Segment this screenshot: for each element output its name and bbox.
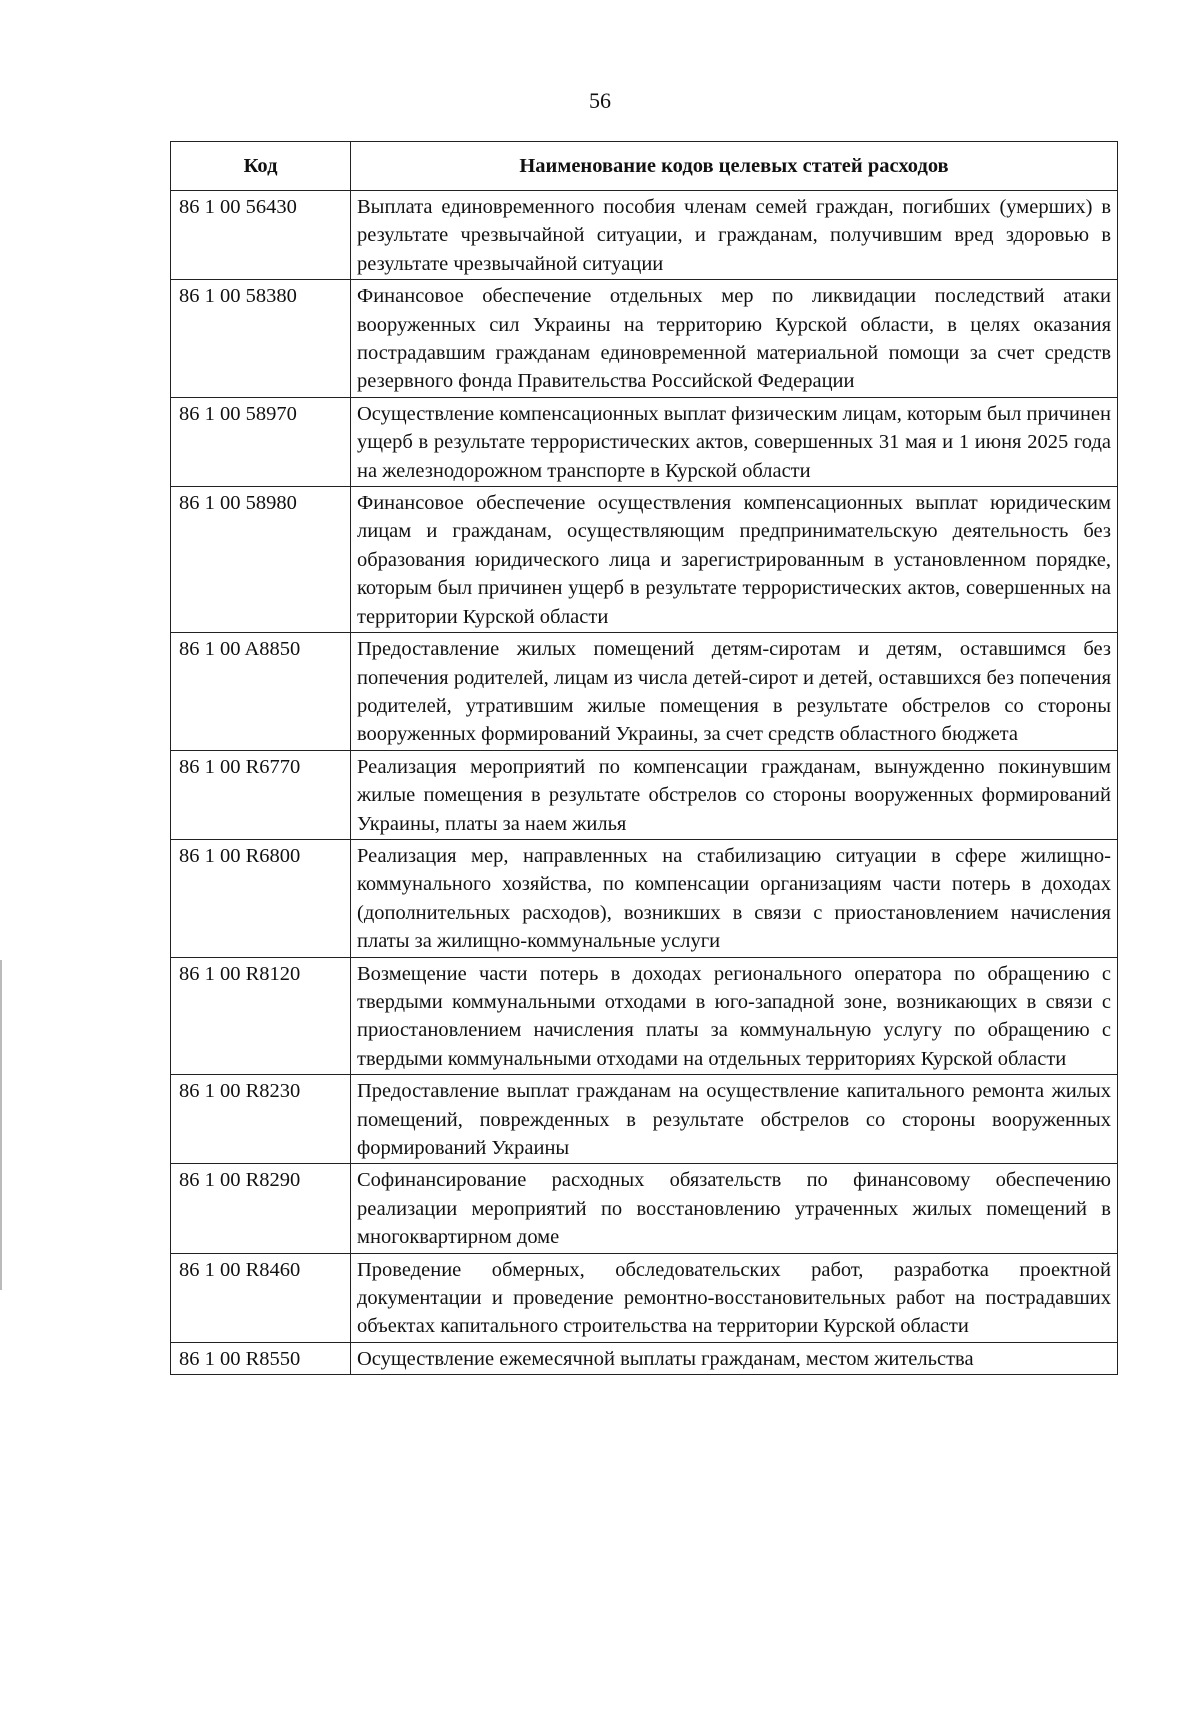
table-row <box>171 191 1118 280</box>
row-name: Выплата единовременного пособия членам семей граждан, погибших (умерших) в результате чрезвычайной ситуации, и гражданам, получившим вред здоровью в результате чрезвычайной ситуации <box>351 191 1118 280</box>
table-row <box>171 750 1118 839</box>
row-name: Проведение обмерных, обследовательских работ, разработка проектной документации и проведение ремонтно-восстановительных работ на пострадавших объектах капитального строительства на территории Курской области <box>351 1253 1118 1342</box>
row-code: 86 1 00 58980 <box>171 487 351 633</box>
row-code: 86 1 00 R8550 <box>171 1342 351 1374</box>
table-row <box>171 487 1118 633</box>
target-items-table <box>170 141 1118 1375</box>
header-code: Код <box>171 142 351 191</box>
row-code: 86 1 00 58970 <box>171 397 351 486</box>
table-row <box>171 1164 1118 1253</box>
row-name: Реализация мер, направленных на стабилизацию ситуации в сфере жилищно-коммунального хозяйства, по компенсации организациям части потерь в доходах (дополнительных расходов), возникших в связи с приостановлением начисления платы за жилищно-коммунальные услуги <box>351 839 1118 957</box>
row-code: 86 1 00 R8460 <box>171 1253 351 1342</box>
table-row <box>171 397 1118 486</box>
row-code: 86 1 00 R6800 <box>171 839 351 957</box>
row-name: Осуществление ежемесячной выплаты гражданам, местом жительства <box>351 1342 1118 1374</box>
row-name: Предоставление выплат гражданам на осуществление капитального ремонта жилых помещений, поврежденных в результате обстрелов со стороны вооруженных формирований Украины <box>351 1075 1118 1164</box>
row-code: 86 1 00 56430 <box>171 191 351 280</box>
row-name: Финансовое обеспечение отдельных мер по ликвидации последствий атаки вооруженных сил Украины на территорию Курской области, в целях оказания пострадавшим гражданам единовременной материальной помощи за счет средств резервного фонда Правительства Российской Федерации <box>351 280 1118 398</box>
scan-margin-mark <box>0 960 2 1290</box>
table-row <box>171 839 1118 957</box>
table-row <box>171 957 1118 1075</box>
row-name: Осуществление компенсационных выплат физическим лицам, которым был причинен ущерб в результате террористических актов, совершенных 31 мая и 1 июня 2025 года на железнодорожном транспорте в Курской области <box>351 397 1118 486</box>
row-name: Финансовое обеспечение осуществления компенсационных выплат юридическим лицам и гражданам, осуществляющим предпринимательскую деятельность без образования юридического лица и зарегистрированным в установленном порядке, которым был причинен ущерб в результате террористических актов, совершенных на территории Курской области <box>351 487 1118 633</box>
row-code: 86 1 00 R8290 <box>171 1164 351 1253</box>
row-code: 86 1 00 R6770 <box>171 750 351 839</box>
table-row <box>171 1342 1118 1374</box>
row-code: 86 1 00 58380 <box>171 280 351 398</box>
table-row <box>171 1075 1118 1164</box>
row-name: Реализация мероприятий по компенсации гражданам, вынужденно покинувшим жилые помещения в результате обстрелов со стороны вооруженных формирований Украины, платы за наем жилья <box>351 750 1118 839</box>
table-row <box>171 633 1118 751</box>
row-name: Предоставление жилых помещений детям-сиротам и детям, оставшимся без попечения родителей, лицам из числа детей-сирот и детей, оставшихся без попечения родителей, утратившим жилые помещения в результате обстрелов со стороны вооруженных формирований Украины, за счет средств областного бюджета <box>351 633 1118 751</box>
row-name: Софинансирование расходных обязательств по финансовому обеспечению реализации мероприятий по восстановлению утраченных жилых помещений в многоквартирном доме <box>351 1164 1118 1253</box>
row-code: 86 1 00 A8850 <box>171 633 351 751</box>
page-number: 56 <box>589 88 611 113</box>
row-name: Возмещение части потерь в доходах регионального оператора по обращению с твердыми коммунальными отходами в юго-западной зоне, возникающих в связи с приостановлением начисления платы за коммунальную услугу по обращению с твердыми коммунальными отходами на отдельных территориях Курской области <box>351 957 1118 1075</box>
table-row <box>171 280 1118 398</box>
table-row <box>171 1253 1118 1342</box>
table-header-row <box>171 142 1118 191</box>
row-code: 86 1 00 R8230 <box>171 1075 351 1164</box>
row-code: 86 1 00 R8120 <box>171 957 351 1075</box>
header-name: Наименование кодов целевых статей расходов <box>351 142 1118 191</box>
